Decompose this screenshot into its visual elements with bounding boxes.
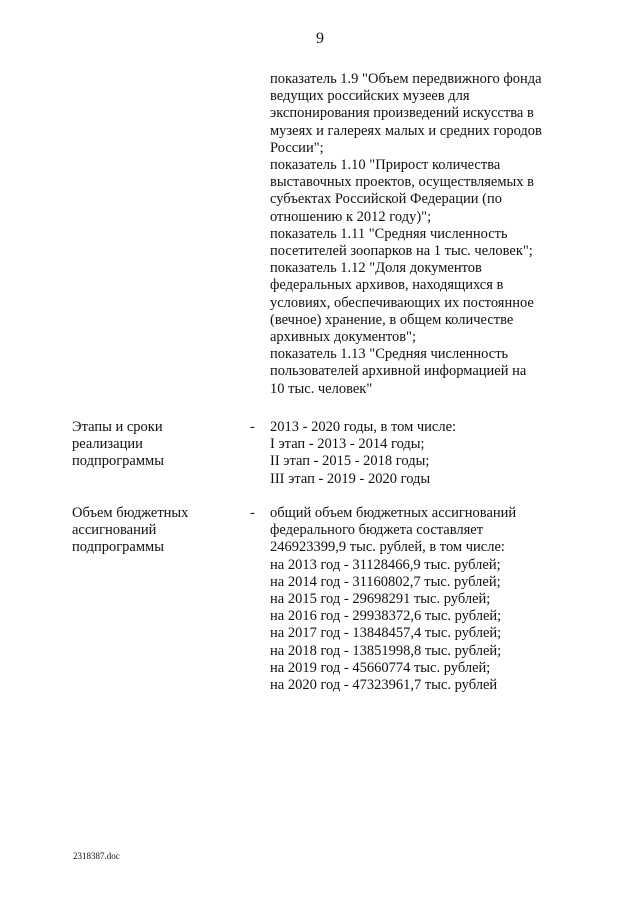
indicators-list [270, 71, 590, 398]
indicator-line: 10 тыс. человек" [270, 380, 373, 397]
indicator-line: отношению к 2012 году)"; [270, 208, 432, 225]
indicator-line: ведущих российских музеев для [270, 88, 470, 105]
stages-label [72, 419, 222, 471]
indicator-line: России"; [270, 139, 324, 156]
budget-line: 246923399,9 тыс. рублей, в том числе: [270, 539, 505, 556]
indicator-line: выставочных проектов, осуществляемых в [270, 174, 534, 191]
budget-line: на 2016 год - 29938372,6 тыс. рублей; [270, 608, 502, 625]
stages-line: I этап - 2013 - 2014 годы; [270, 436, 425, 453]
indicator-line: федеральных архивов, находящихся в [270, 277, 504, 294]
stages-label-line: Этапы и сроки [72, 419, 163, 435]
budget-line: федерального бюджета составляет [270, 522, 484, 539]
stages-label-line: подпрограммы [72, 453, 164, 470]
budget-line: на 2014 год - 31160802,7 тыс. рублей; [270, 573, 501, 590]
indicator-line: (вечное) хранение, в общем количестве [270, 311, 514, 328]
budget-label-line: подпрограммы [72, 539, 164, 556]
indicator-line: музеях и галереях малых и средних городов [270, 122, 542, 139]
budget-text [270, 505, 590, 694]
budget-line: на 2017 год - 13848457,4 тыс. рублей; [270, 625, 502, 642]
stages-label-line: реализации [72, 436, 143, 453]
indicator-line: условиях, обеспечивающих их постоянное [270, 294, 534, 311]
stages-line: II этап - 2015 - 2018 годы; [270, 453, 430, 470]
indicator-line: пользователей архивной информацией на [270, 363, 527, 380]
indicator-line: экспонирования произведений искусства в [270, 105, 534, 122]
budget-line: на 2013 год - 31128466,9 тыс. рублей; [270, 556, 501, 573]
indicator-line: показатель 1.9 "Объем передвижного фонда [270, 71, 542, 87]
budget-line: на 2018 год - 13851998,8 тыс. рублей; [270, 642, 502, 659]
stages-dash: - [250, 419, 255, 435]
budget-dash: - [250, 505, 255, 521]
indicator-line: показатель 1.13 "Средняя численность [270, 346, 509, 363]
indicator-line: показатель 1.11 "Средняя численность [270, 225, 508, 242]
budget-label [72, 505, 222, 557]
budget-label-line: ассигнований [72, 522, 157, 539]
indicator-line: архивных документов"; [270, 329, 417, 346]
budget-line: общий объем бюджетных ассигнований [270, 505, 517, 521]
stages-line: III этап - 2019 - 2020 годы [270, 470, 431, 487]
budget-line: на 2015 год - 29698291 тыс. рублей; [270, 591, 491, 608]
stages-line: 2013 - 2020 годы, в том числе: [270, 419, 457, 435]
stages-text [270, 419, 590, 488]
indicator-line: показатель 1.10 "Прирост количества [270, 157, 501, 174]
footer-doc-id: 2318387.doc [73, 851, 120, 861]
indicator-line: посетителей зоопарков на 1 тыс. человек"; [270, 243, 533, 260]
budget-line: на 2019 год - 45660774 тыс. рублей; [270, 659, 491, 676]
indicator-line: субъектах Российской Федерации (по [270, 191, 502, 208]
page-number: 9 [316, 30, 324, 47]
indicator-line: показатель 1.12 "Доля документов [270, 260, 482, 277]
budget-label-line: Объем бюджетных [72, 505, 189, 521]
budget-line: на 2020 год - 47323961,7 тыс. рублей [270, 677, 498, 694]
